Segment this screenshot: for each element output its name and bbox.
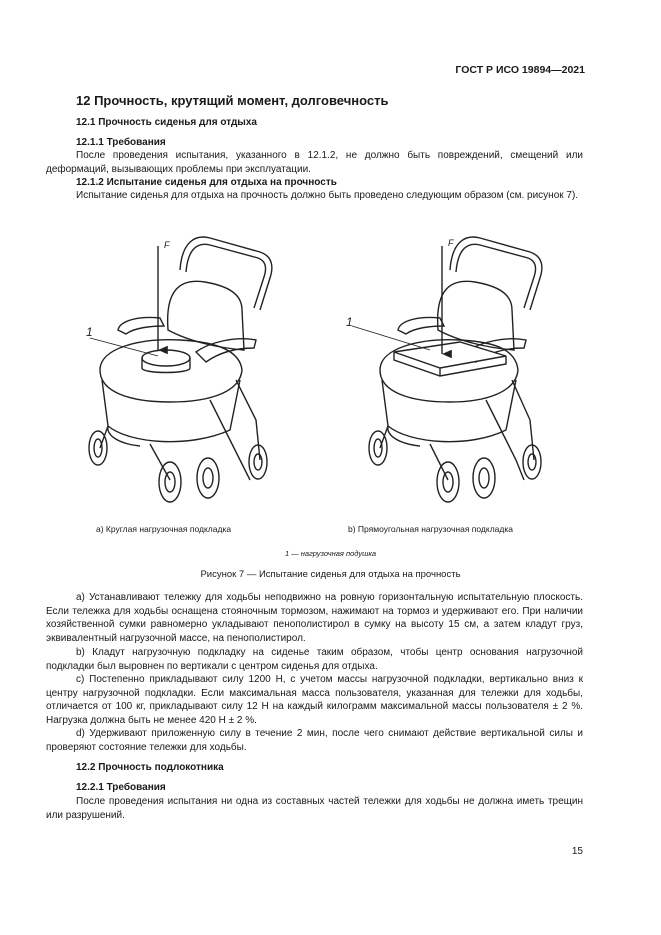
section-title: 12 Прочность, крутящий момент, долговечность — [76, 93, 389, 108]
standard-header: ГОСТ Р ИСО 19894—2021 — [455, 64, 585, 76]
step-c: с) Постепенно прикладывают силу 1200 Н, с учетом массы нагрузочной подкладки, вертикально вниз к центру нагрузочной подкладки. Если максимальная масса пользователя, указанная для тележки для ходьбы, отличается от 100 кг, прикладывают силу 12 Н на каждый килограмм максимальной массы пользователя ± 2 %. Нагрузка должна быть не менее 420 Н ± 2 %. — [46, 674, 583, 726]
step-b: b) Кладут нагрузочную подкладку на сиденье таким образом, чтобы центр основания нагрузочной подкладки был выровнен по вертикали с центром сиденья для отдыха. — [46, 647, 583, 672]
figure-legend: 1 — нагрузочная подушка — [284, 549, 377, 558]
clause-12-1-2-title: 12.1.2 Испытание сиденья для отдыха на прочность — [76, 177, 337, 188]
subsection-12-2-title: 12.2 Прочность подлокотника — [76, 762, 224, 773]
clause-12-2-1-text: После проведения испытания ни одна из составных частей тележки для ходьбы не должна иметь трещин или разрушений. — [46, 796, 583, 821]
walker-b-drawing — [352, 237, 542, 502]
callout-label-a: 1 — [86, 325, 93, 339]
page-number: 15 — [571, 846, 583, 857]
step-a: а) Устанавливают тележку для ходьбы неподвижно на ровную горизонтальную испытательную плоскость. Если тележка для ходьбы оснащена стояночным тормозом, нажимают на тормоз и удерживают его. При наличии хозяйственной сумки равномерно укладывают пенополистирол в сумку на высоту 15 см, а затем кладут груз, эквивалентный нагрузочной массе, на пенополистирол. — [46, 592, 583, 644]
figure-title: Рисунок 7 — Испытание сиденья для отдыха на прочность — [200, 569, 461, 580]
clause-12-1-1-text: После проведения испытания, указанного в 12.1.2, не должно быть повреждений, смещений или деформаций, вызывающих проблемы при эксплуатации. — [46, 150, 583, 175]
walker-a-drawing — [89, 237, 272, 502]
clause-12-2-1-title: 12.2.1 Требования — [76, 782, 166, 793]
callout-label-b: 1 — [346, 315, 353, 329]
caption-b: b) Прямоугольная нагрузочная подкладка — [348, 524, 513, 534]
subsection-12-1-title: 12.1 Прочность сиденья для отдыха — [76, 117, 257, 128]
clause-12-1-1-title: 12.1.1 Требования — [76, 137, 166, 148]
step-d: d) Удерживают приложенную силу в течение 2 мин, после чего снимают действие вертикальной силы и проверяют состояние тележки для ходьбы. — [46, 728, 583, 753]
clause-12-1-2-text: Испытание сиденья для отдыха на прочность должно быть проведено следующим образом (см. рисунок 7). — [76, 190, 579, 201]
caption-a: а) Круглая нагрузочная подкладка — [96, 524, 232, 534]
force-label-b: F — [448, 238, 454, 248]
figure-7-illustration — [60, 230, 580, 510]
force-label-a: F — [164, 240, 170, 250]
